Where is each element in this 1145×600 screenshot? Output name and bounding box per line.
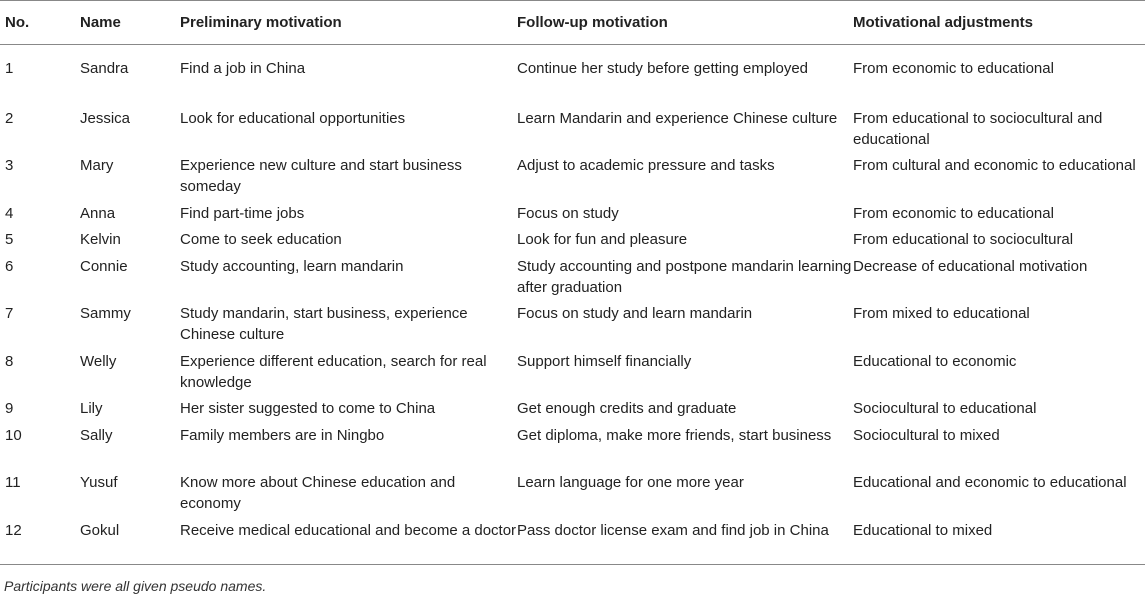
- cell-preliminary: Receive medical educational and become a doctor: [180, 521, 517, 539]
- header-preliminary-motivation: Preliminary motivation: [180, 1, 517, 45]
- header-no: No.: [0, 1, 80, 45]
- cell-adjustments: Educational to mixed: [853, 521, 993, 539]
- cell-no: 12: [5, 521, 22, 539]
- table-footnote: Participants were all given pseudo names.: [4, 578, 267, 594]
- cell-preliminary: Family members are in Ningbo: [180, 426, 385, 444]
- cell-no: 2: [5, 109, 14, 127]
- cell-adjustments: From economic to educational: [853, 60, 1054, 77]
- cell-preliminary: Experience different education, search for real knowledge: [180, 352, 487, 391]
- header-follow-up-motivation: Follow-up motivation: [517, 1, 853, 45]
- cell-followup: Pass doctor license exam and find job in China: [517, 521, 829, 539]
- cell-name: Welly: [80, 352, 117, 370]
- cell-followup: Learn Mandarin and experience Chinese culture: [517, 109, 838, 127]
- table-row: [0, 200, 1145, 227]
- cell-no: 6: [5, 257, 14, 275]
- cell-name: Lily: [80, 400, 103, 417]
- cell-followup: Support himself financially: [517, 352, 692, 370]
- cell-preliminary: Look for educational opportunities: [180, 109, 406, 127]
- table-body: [0, 45, 1145, 565]
- cell-adjustments: From mixed to educational: [853, 305, 1030, 322]
- cell-name: Gokul: [80, 521, 120, 539]
- cell-followup: Continue her study before getting employed: [517, 60, 809, 77]
- header-name: Name: [80, 1, 180, 45]
- cell-preliminary: Her sister suggested to come to China: [180, 400, 436, 417]
- table-row: [0, 45, 1145, 105]
- cell-adjustments: From educational to sociocultural and educational: [853, 109, 1103, 148]
- table-row: [0, 422, 1145, 470]
- cell-followup: Look for fun and pleasure: [517, 231, 688, 248]
- table-row: [0, 469, 1145, 517]
- cell-name: Connie: [80, 257, 128, 275]
- cell-name: Sandra: [80, 60, 129, 77]
- cell-name: Sammy: [80, 305, 131, 322]
- table-row: [0, 395, 1145, 422]
- cell-followup: Focus on study and learn mandarin: [517, 305, 753, 322]
- table-row: [0, 300, 1145, 348]
- cell-no: 3: [5, 157, 14, 174]
- cell-adjustments: Decrease of educational motivation: [853, 257, 1088, 275]
- cell-preliminary: Know more about Chinese education and economy: [180, 474, 456, 512]
- table-row: [0, 226, 1145, 253]
- cell-preliminary: Come to seek education: [180, 231, 342, 248]
- cell-preliminary: Study mandarin, start business, experience Chinese culture: [180, 305, 468, 343]
- table-row: [0, 105, 1145, 153]
- cell-followup: Get enough credits and graduate: [517, 400, 737, 417]
- table-row: [0, 253, 1145, 301]
- cell-adjustments: Sociocultural to mixed: [853, 426, 1000, 444]
- cell-no: 5: [5, 231, 14, 248]
- header-motivational-adjustments: Motivational adjustments: [853, 1, 1145, 45]
- cell-name: Anna: [80, 204, 116, 222]
- cell-no: 9: [5, 400, 14, 417]
- cell-followup: Focus on study: [517, 204, 619, 222]
- cell-followup: Learn language for one more year: [517, 474, 744, 491]
- cell-preliminary: Experience new culture and start business someday: [180, 157, 462, 195]
- cell-name: Yusuf: [80, 474, 118, 491]
- header-row: [0, 1, 1145, 45]
- cell-no: 1: [5, 60, 14, 77]
- cell-preliminary: Find a job in China: [180, 60, 306, 77]
- cell-no: 8: [5, 352, 14, 370]
- cell-no: 4: [5, 204, 14, 222]
- cell-followup: Get diploma, make more friends, start business: [517, 426, 832, 444]
- cell-no: 7: [5, 305, 14, 322]
- cell-no: 11: [5, 474, 21, 491]
- cell-followup: Adjust to academic pressure and tasks: [517, 157, 775, 174]
- cell-followup: Study accounting and postpone mandarin learning after graduation: [517, 257, 852, 296]
- cell-adjustments: Educational to economic: [853, 352, 1017, 370]
- cell-name: Jessica: [80, 109, 131, 127]
- cell-adjustments: Sociocultural to educational: [853, 400, 1037, 417]
- table-row: [0, 152, 1145, 200]
- cell-adjustments: From educational to sociocultural: [853, 231, 1074, 248]
- cell-adjustments: From economic to educational: [853, 204, 1054, 222]
- cell-preliminary: Find part-time jobs: [180, 204, 305, 222]
- table-header: [0, 1, 1145, 45]
- cell-name: Kelvin: [80, 231, 121, 248]
- cell-no: 10: [5, 426, 22, 444]
- cell-adjustments: From cultural and economic to educational: [853, 157, 1136, 174]
- cell-adjustments: Educational and economic to educational: [853, 474, 1127, 491]
- table-row: [0, 348, 1145, 396]
- table-row: [0, 517, 1145, 565]
- cell-name: Mary: [80, 157, 114, 174]
- cell-preliminary: Study accounting, learn mandarin: [180, 257, 404, 275]
- cell-name: Sally: [80, 426, 113, 444]
